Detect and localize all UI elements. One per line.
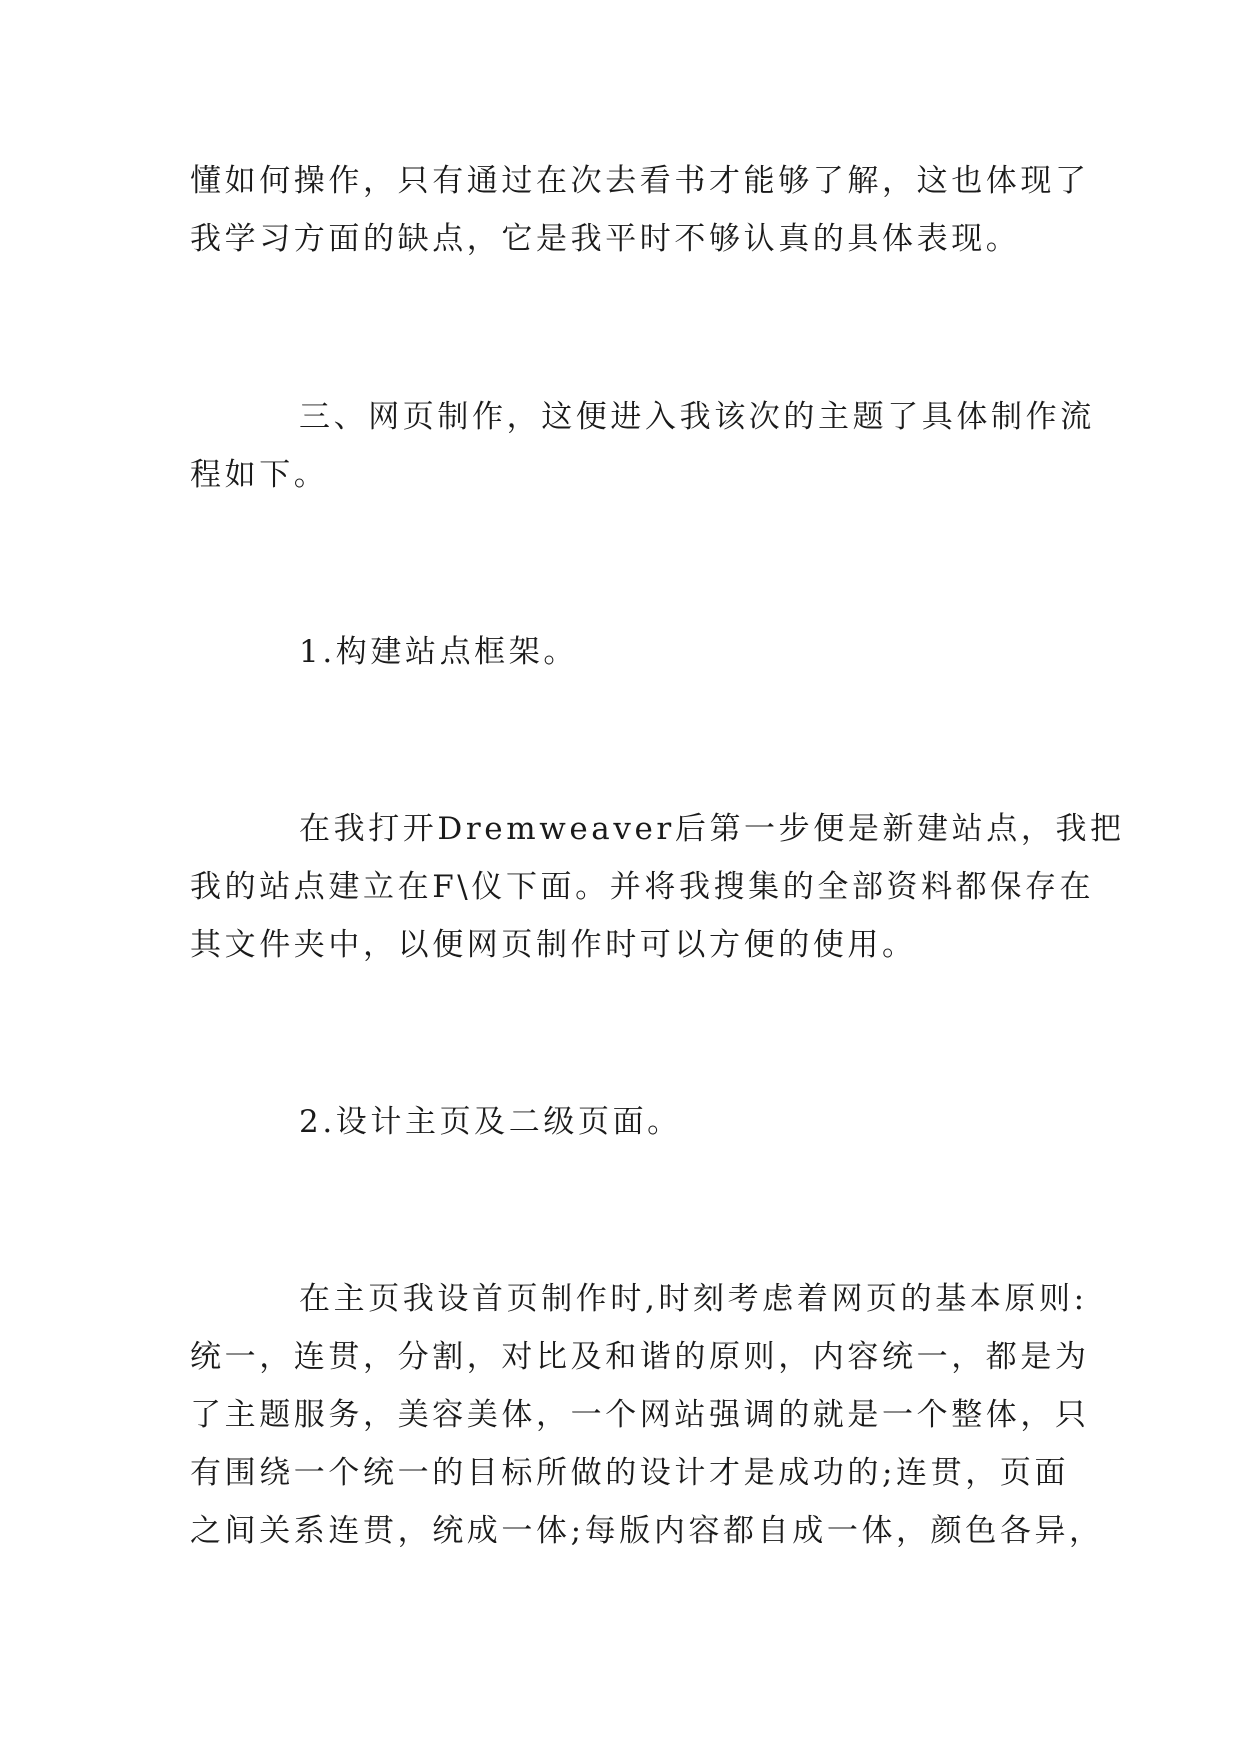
paragraph-step-1-body (190, 800, 1125, 974)
text-line: 统一，连贯，分割，对比及和谐的原则，内容统一，都是为 (190, 1339, 1090, 1375)
text-line: 三、网页制作，这便进入我该次的主题了具体制作流 (299, 399, 1095, 435)
text-line: 我的站点建立在F\仪下面。并将我搜集的全部资料都保存在 (190, 869, 1095, 905)
text-line: 懂如何操作，只有通过在次去看书才能够了解，这也体现了 (190, 163, 1090, 199)
paragraph-section-heading (190, 388, 1095, 504)
text-line: 有围绕一个统一的目标所做的设计才是成功的;连贯，页面 (190, 1455, 1070, 1491)
paragraph-step-2-body (190, 1270, 1104, 1560)
text-line: 之间关系连贯，统成一体;每版内容都自成一体，颜色各异， (190, 1513, 1104, 1549)
text-line: 了主题服务，美容美体，一个网站强调的就是一个整体，只 (190, 1397, 1090, 1433)
text-line: 其文件夹中，以便网页制作时可以方便的使用。 (190, 927, 917, 963)
text-line: 1.构建站点框架。 (299, 634, 578, 670)
text-line: 在主页我设首页制作时,时刻考虑着网页的基本原则: (299, 1281, 1088, 1317)
text-line: 程如下。 (190, 457, 329, 493)
paragraph-step-2 (190, 1093, 1060, 1151)
text-line: 2.设计主页及二级页面。 (299, 1104, 682, 1140)
text-line: 在我打开Dremweaver后第一步便是新建站点，我把 (299, 811, 1125, 847)
text-line: 我学习方面的缺点，它是我平时不够认真的具体表现。 (190, 221, 1021, 257)
paragraph-step-1 (190, 623, 1060, 681)
paragraph-continuation (190, 152, 1090, 268)
